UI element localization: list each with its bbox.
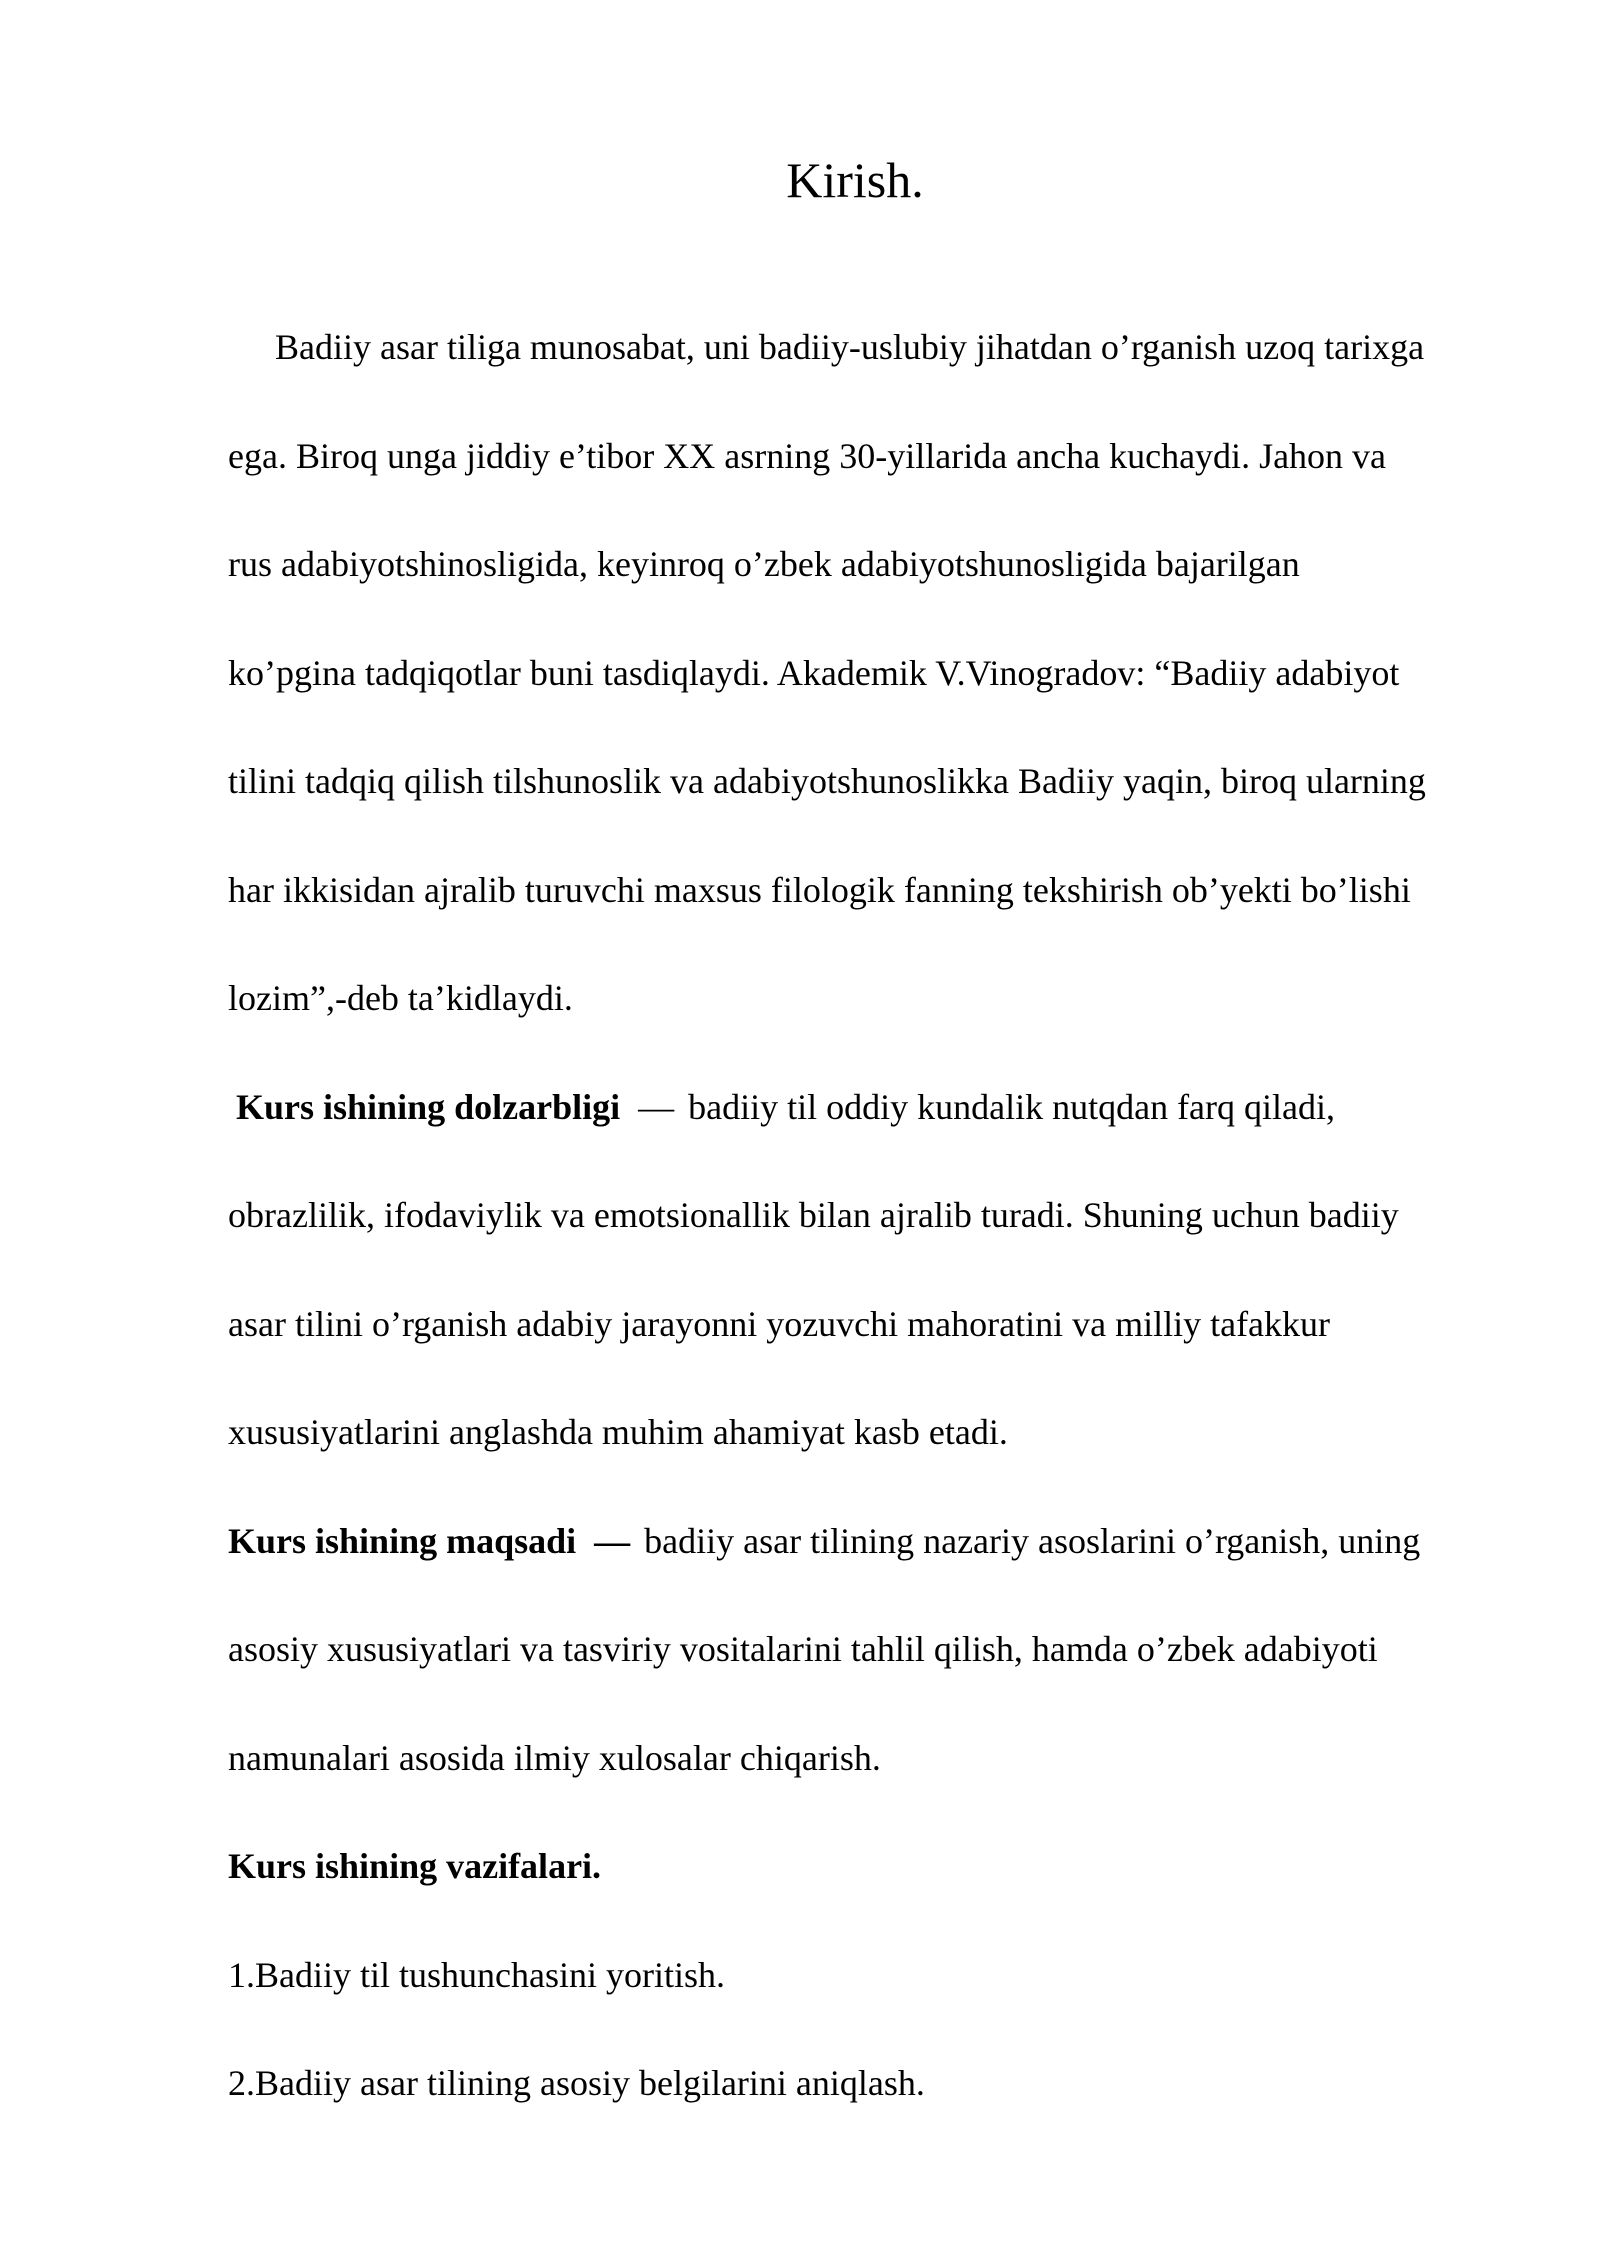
maqsad-text: badiiy asar tilining nazariy asoslarini o’rganish, uning [644, 1520, 1421, 1561]
dolzarblik-heading: Kurs ishining dolzarbligi [236, 1086, 621, 1127]
page-title: Kirish. [786, 152, 924, 208]
paragraph-line: namunalari asosida ilmiy xulosalar chiqarish. [228, 1737, 881, 1778]
maqsad-heading: Kurs ishining maqsadi [228, 1520, 577, 1561]
paragraph-line: ega. Biroq unga jiddiy e’tibor XX asrning 30-yillarida ancha kuchaydi. Jahon va [228, 435, 1387, 476]
dolzarblik-text: badiiy til oddiy kundalik nutqdan farq qiladi, [688, 1086, 1336, 1127]
dolzarblik-line [228, 1053, 1528, 1162]
list-item: 2.Badiiy asar tilining asosiy belgilarini aniqlash. [228, 2063, 925, 2103]
maqsad-line [228, 1487, 1528, 1596]
paragraph-line: asar tilini o’rganish adabiy jarayonni yozuvchi mahoratini va milliy tafakkur [228, 1303, 1331, 1344]
em-dash: — [594, 1520, 631, 1561]
list-item: 1.Badiiy til tushunchasini yoritish. [228, 1954, 725, 1995]
paragraph-line: obrazlilik, ifodaviylik va emotsionallik bilan ajralib turadi. Shuning uchun badiiy [228, 1195, 1399, 1235]
vazifalar-heading: Kurs ishining vazifalari. [228, 1846, 602, 1886]
paragraph-line: har ikkisidan ajralib turuvchi maxsus filologik fanning tekshirish ob’yekti bo’lishi [228, 869, 1411, 910]
paragraph-line: tilini tadqiq qilish tilshunoslik va adabiyotshunoslikka Badiiy yaqin, biroq ularning [228, 761, 1426, 801]
paragraph-line: ko’pgina tadqiqotlar buni tasdiqlaydi. Akademik V.Vinogradov: “Badiiy adabiyot [228, 652, 1400, 693]
paragraph-line: lozim”,-deb ta’kidlaydi. [228, 978, 573, 1018]
paragraph-line: rus adabiyotshinosligida, keyinroq o’zbek adabiyotshunosligida bajarilgan [228, 544, 1300, 584]
paragraph-line: xususiyatlarini anglashda muhim ahamiyat kasb etadi. [228, 1412, 1008, 1452]
em-dash: — [638, 1086, 675, 1127]
paragraph-line: Badiiy asar tiliga munosabat, uni badiiy-uslubiy jihatdan o’rganish uzoq tarixga [275, 327, 1425, 367]
paragraph-line: asosiy xususiyatlari va tasviriy vositalarini tahlil qilish, hamda o’zbek adabiyoti [228, 1629, 1378, 1669]
document-body [228, 293, 1528, 2138]
